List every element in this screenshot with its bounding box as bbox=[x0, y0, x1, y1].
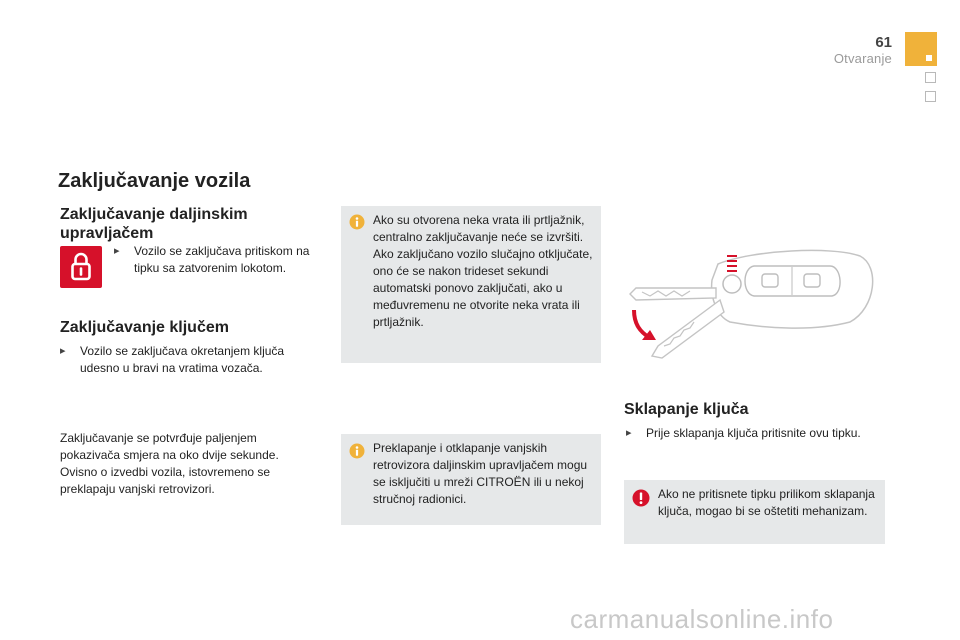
bullet-arrow-icon: ▸ bbox=[114, 245, 120, 257]
lock-confirmation-paragraph: Zaključavanje se potvrđuje paljenjem pokazivača smjera na oko dvije sekunde. Ovisno o izvedbi vozila, istovremeno se preklapaju vanjski retrovizori. bbox=[60, 431, 279, 496]
info-note-mirrors bbox=[341, 434, 601, 525]
info-note-line: Ako zaključano vozilo slučajno otključate, ono će se nakon trideset sekundi automatski ponovo zaključati, ako u međuvremenu ne otvorite neka vrata ili prtljažnik. bbox=[373, 247, 593, 329]
chapter-tab[interactable] bbox=[925, 72, 936, 83]
info-note-line: Ako su otvorena neka vrata ili prtljažnik, centralno zaključavanje neće se izvršiti. bbox=[373, 213, 585, 244]
info-note-unlock bbox=[341, 206, 601, 363]
key-fold-text: Prije sklapanja ključa pritisnite ovu tipku. bbox=[646, 426, 861, 440]
page-number: 61 bbox=[875, 34, 892, 51]
info-icon bbox=[349, 443, 365, 459]
key-fold-bullet bbox=[626, 425, 896, 442]
folding-key-illustration bbox=[612, 236, 882, 370]
chapter-tab-active[interactable] bbox=[905, 32, 937, 66]
remote-lock-bullet bbox=[114, 243, 324, 277]
lock-button-icon bbox=[60, 246, 102, 288]
remote-lock-text: Vozilo se zaključava pritiskom na tipku sa zatvorenim lokotom. bbox=[134, 244, 310, 275]
page-title: Zaključavanje vozila bbox=[58, 170, 251, 192]
key-lock-bullet bbox=[60, 343, 310, 377]
watermark: carmanualsonline.info bbox=[570, 604, 834, 634]
warning-note-text: Ako ne pritisnete tipku prilikom sklapanja ključa, mogao bi se oštetiti mehanizam. bbox=[658, 487, 875, 518]
key-lock-heading: Zaključavanje ključem bbox=[60, 319, 229, 336]
info-icon bbox=[349, 214, 365, 230]
bullet-arrow-icon: ▸ bbox=[60, 345, 66, 357]
section-name: Otvaranje bbox=[833, 51, 892, 66]
info-note-text bbox=[373, 212, 593, 331]
key-lock-text: Vozilo se zaključava okretanjem ključa udesno u bravi na vratima vozača. bbox=[80, 344, 285, 375]
warning-note bbox=[624, 480, 885, 544]
chapter-tab[interactable] bbox=[925, 91, 936, 102]
chapter-tab-marker bbox=[926, 55, 932, 61]
bullet-arrow-icon: ▸ bbox=[626, 427, 632, 439]
warning-icon bbox=[632, 489, 650, 507]
remote-lock-heading: Zaključavanje daljinskim upravljačem bbox=[60, 206, 248, 242]
info-note-text: Preklapanje i otklapanje vanjskih retrovizora daljinskim upravljačem mogu se isključiti u mreži CITROËN ili u nekoj stručnoj radionici. bbox=[373, 441, 588, 506]
key-fold-heading: Sklapanje ključa bbox=[624, 401, 749, 418]
